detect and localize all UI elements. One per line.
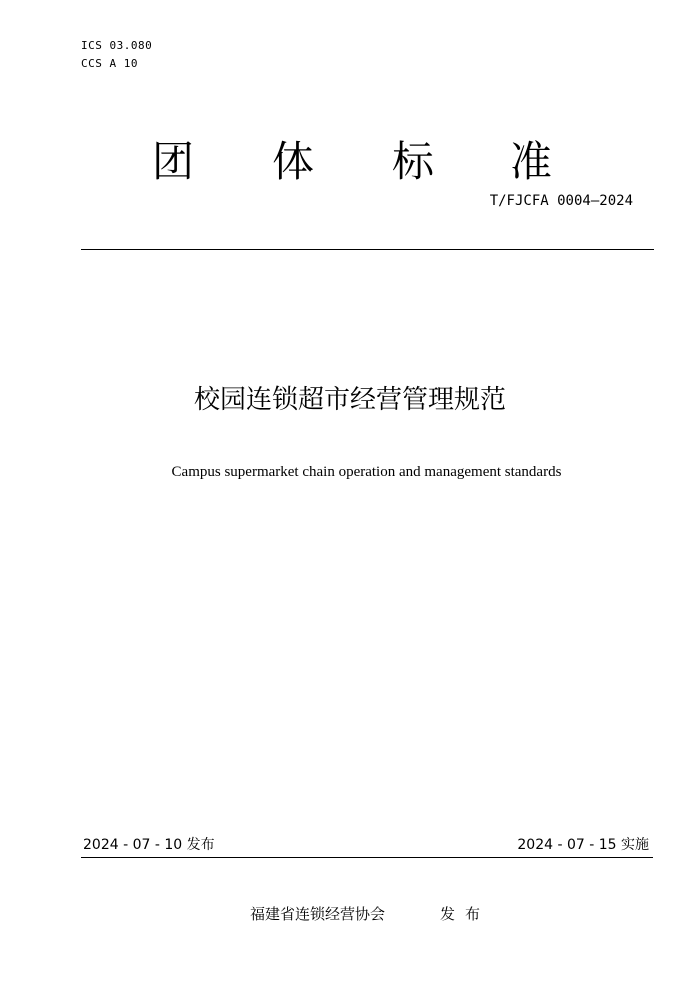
classification-codes — [81, 37, 152, 73]
document-title-english: Campus supermarket chain operation and management standards — [171, 464, 562, 480]
issue-date: 2024 - 07 - 10 发布 — [83, 837, 215, 853]
date-row — [81, 834, 653, 856]
publisher-name: 福建省连锁经营协会 — [250, 905, 386, 923]
document-type-char-2: 体 — [272, 137, 315, 186]
document-type-char-1: 团 — [152, 137, 195, 186]
implementation-date: 2024 - 07 - 15 实施 — [517, 837, 649, 853]
standard-number: T/FJCFA 0004—2024 — [489, 193, 633, 209]
top-divider — [81, 249, 654, 250]
bottom-divider — [81, 857, 653, 858]
document-type-heading — [0, 132, 700, 192]
ccs-code: CCS A 10 — [81, 57, 138, 70]
document-title-chinese: 校园连锁超市经营管理规范 — [193, 385, 506, 415]
document-type-char-4: 准 — [510, 137, 553, 186]
publisher-action: 发布 — [440, 905, 491, 923]
publisher-line — [250, 903, 491, 925]
ics-code: ICS 03.080 — [81, 39, 153, 52]
document-type-char-3: 标 — [392, 137, 435, 186]
